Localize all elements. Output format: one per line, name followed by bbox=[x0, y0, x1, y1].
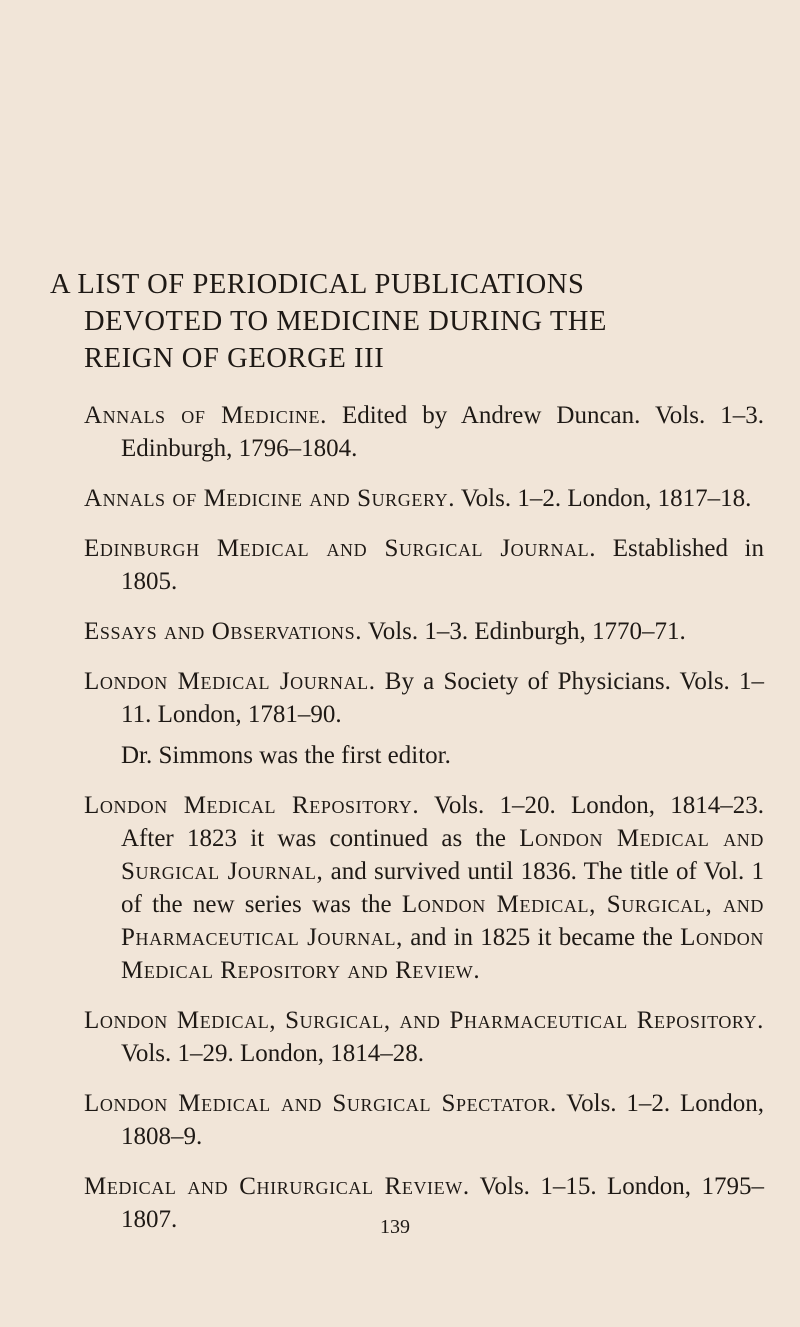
list-item bbox=[84, 1087, 764, 1153]
periodical-title: Medical and Chirurgical Review. bbox=[84, 1173, 470, 1200]
periodical-details: Established in 1805. bbox=[121, 535, 764, 595]
list-item bbox=[84, 532, 764, 598]
periodical-title: London Medical and Surgical Spectator. bbox=[84, 1090, 557, 1117]
list-item bbox=[84, 399, 764, 465]
periodical-title: London Medical, Surgical, and Pharmaceutical Repository. bbox=[84, 1007, 764, 1034]
periodical-details: Vols. 1–15. London, 1795–1807. bbox=[121, 1173, 764, 1233]
periodical-title-new-series: London Medical, Surgical, and Pharmaceutical Journal, bbox=[121, 891, 764, 951]
editor-note: Dr. Simmons was the first editor. bbox=[121, 742, 451, 769]
heading-line-3: REIGN OF GEORGE III bbox=[84, 343, 385, 374]
list-item bbox=[84, 615, 764, 648]
periodical-title: Edinburgh Medical and Surgical Journal. bbox=[84, 535, 597, 562]
periodical-title: Annals of Medicine. bbox=[84, 402, 327, 429]
heading-line-2: DEVOTED TO MEDICINE DURING THE bbox=[84, 306, 608, 337]
periodical-details: and survived until 1836. The title of Vol. 1 of the new series was the bbox=[121, 858, 764, 918]
periodical-details: Vols. 1–3. Edinburgh, 1770–71. bbox=[362, 618, 686, 645]
periodical-details: Edited by Andrew Duncan. Vols. 1–3. Edinburgh, 1796–1804. bbox=[121, 402, 764, 462]
list-item bbox=[84, 665, 764, 731]
periodical-title-renamed: London Medical Repository and Review. bbox=[121, 924, 764, 984]
periodical-title: Essays and Observations. bbox=[84, 618, 363, 645]
chapter-heading bbox=[50, 266, 764, 377]
heading-line-1: A LIST OF PERIODICAL PUBLICATIONS bbox=[50, 269, 585, 300]
list-item bbox=[84, 482, 764, 515]
periodical-list bbox=[84, 399, 764, 1253]
list-item bbox=[84, 1004, 764, 1070]
periodical-title-continued: London Medical and Surgical Journal, bbox=[121, 825, 764, 885]
periodical-title: Annals of Medicine and Surgery. bbox=[84, 485, 456, 512]
periodical-title: London Medical Journal. bbox=[84, 668, 376, 695]
periodical-details: Vols. 1–2. London, 1817–18. bbox=[455, 485, 752, 512]
periodical-details: Vols. 1–2. London, 1808–9. bbox=[121, 1090, 764, 1150]
periodical-details: Vols. 1–20. London, 1814–23. After 1823 it was continued as the bbox=[121, 792, 765, 852]
periodical-details: Vols. 1–29. London, 1814–28. bbox=[121, 1040, 425, 1067]
page-number: 139 bbox=[380, 1216, 410, 1238]
periodical-title: London Medical Repository. bbox=[84, 792, 420, 819]
periodical-details: and in 1825 it became the bbox=[402, 924, 681, 951]
periodical-details: By a Society of Physicians. Vols. 1–11. London, 1781–90. bbox=[121, 668, 764, 728]
list-item bbox=[84, 789, 764, 987]
